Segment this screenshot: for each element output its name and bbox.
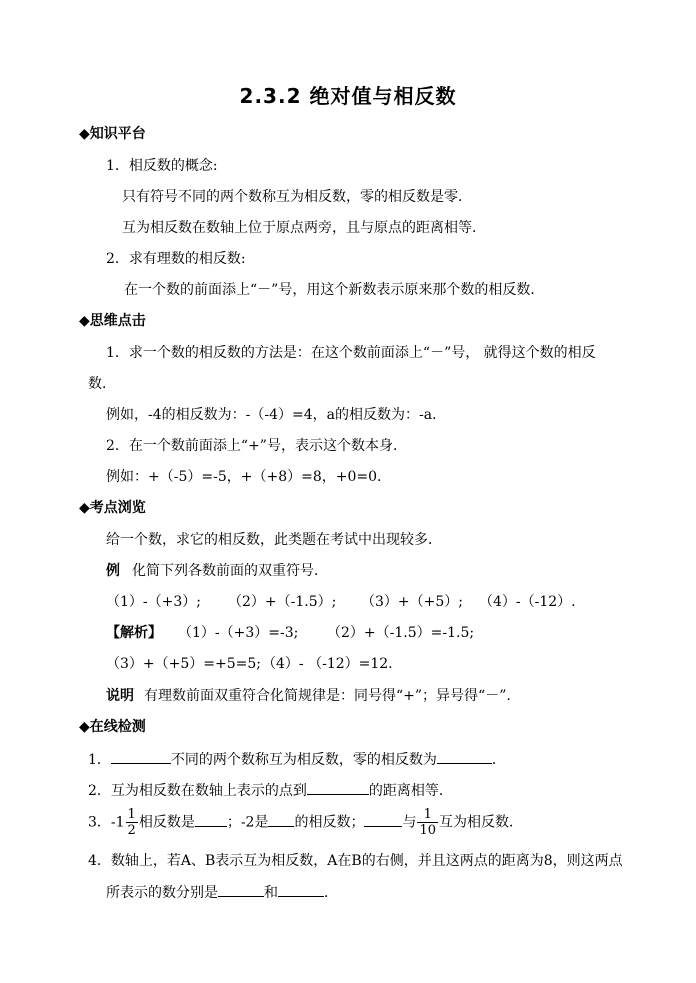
test-q4-end: ．	[324, 885, 338, 901]
section-heading-test: ◆在线检测	[79, 719, 146, 735]
test-q2-end: 的距离相等．	[368, 783, 453, 799]
knowledge-item-1b: 互为相反数在数轴上位于原点两旁，且与原点的距离相等．	[122, 220, 486, 236]
test-q1	[88, 749, 506, 770]
knowledge-item-2a: 在一个数的前面添上“－”号，用这个新数表示原来那个数的相反数．	[124, 282, 545, 298]
section-heading-knowledge: ◆知识平台	[79, 126, 146, 142]
example-text: 化简下列各数前面的双重符号．	[132, 563, 328, 579]
knowledge-item-1: 1．相反数的概念:	[106, 158, 218, 174]
analysis-a1: （1）-（+3）=-3;	[178, 625, 299, 641]
analysis-label: 【解析】	[106, 625, 162, 641]
analysis-a2: （2）+（-1.5）=-1.5;	[327, 625, 475, 641]
section-heading-exam: ◆考点浏览	[79, 500, 146, 516]
test-q3-text-a: 相反数是	[138, 814, 195, 831]
test-q4b	[106, 882, 338, 903]
test-q3-end: 互为相反数．	[439, 814, 524, 831]
analysis-a3: （3）+（+5）=+5=5;	[106, 656, 261, 672]
page-title: 2.3.2 绝对值与相反数	[239, 84, 457, 108]
exam-intro: 给一个数，求它的相反数，此类题在考试中出现较多．	[106, 532, 442, 548]
test-q3-number: 3．-1	[88, 814, 125, 831]
test-q3-text-b: ；-2是	[226, 814, 269, 831]
example-q4: （4）-（-12）.	[479, 594, 576, 610]
thinking-p4: 例如：+（-5）=-5，+（+8）=8，+0=0．	[106, 469, 392, 485]
test-q4a: 4．数轴上，若A、B表示互为相反数，A在B的右侧，并且这两点的距离为8，则这两点	[88, 853, 623, 869]
fraction-one-tenth: $\frac{1}{10}$	[419, 807, 437, 838]
answer-blank[interactable]	[268, 812, 294, 827]
note-text: 有理数前面双重符合化简规律是：同号得“+”；异号得“－”.	[144, 688, 511, 704]
answer-blank[interactable]	[111, 749, 171, 764]
answer-blank[interactable]	[195, 812, 227, 827]
example-q3: （3）+（+5）;	[361, 594, 463, 610]
note-label: 说明	[106, 688, 134, 704]
knowledge-item-1a: 只有符号不同的两个数称互为相反数，零的相反数是零．	[122, 189, 472, 205]
knowledge-item-2: 2．求有理数的相反数:	[106, 251, 246, 267]
example-q1: （1）-（+3）;	[106, 594, 201, 610]
test-q1-number: 1．	[88, 752, 111, 768]
answer-blank[interactable]	[278, 882, 324, 897]
test-q3	[88, 807, 523, 838]
test-q4-text: 所表示的数分别是	[106, 885, 218, 901]
example-line	[106, 561, 328, 581]
test-q2	[88, 780, 453, 801]
example-q2: （2）+（-1.5）;	[228, 594, 337, 610]
answer-blank[interactable]	[218, 882, 264, 897]
answer-blank[interactable]	[437, 749, 492, 764]
test-q1-end: ．	[491, 752, 506, 768]
test-q1-text: 不同的两个数称互为相反数，零的相反数为	[170, 752, 437, 768]
section-heading-thinking: ◆思维点击	[79, 313, 146, 329]
thinking-p3: 2．在一个数前面添上“+”号，表示这个数本身．	[106, 438, 407, 454]
fraction-one-half: $\frac{1}{2}$	[127, 807, 136, 838]
thinking-p2: 例如，-4的相反数为：-（-4）=4，a的相反数为：-a．	[106, 407, 447, 423]
test-q3-text-d: 与	[402, 814, 417, 831]
test-q3-text-c: 的相反数；	[294, 814, 365, 831]
answer-blank[interactable]	[307, 780, 369, 795]
analysis-a4: （4）- （-12）=12.	[262, 656, 393, 672]
test-q4-and: 和	[264, 885, 278, 901]
answer-blank[interactable]	[364, 812, 402, 827]
thinking-p1b: 数．	[88, 376, 116, 392]
thinking-p1a: 1．求一个数的相反数的方法是：在这个数前面添上“－”号， 就得这个数的相反	[106, 345, 596, 361]
test-q2-text: 2．互为相反数在数轴上表示的点到	[88, 783, 307, 799]
note-line	[106, 686, 511, 706]
example-label: 例	[106, 563, 120, 579]
